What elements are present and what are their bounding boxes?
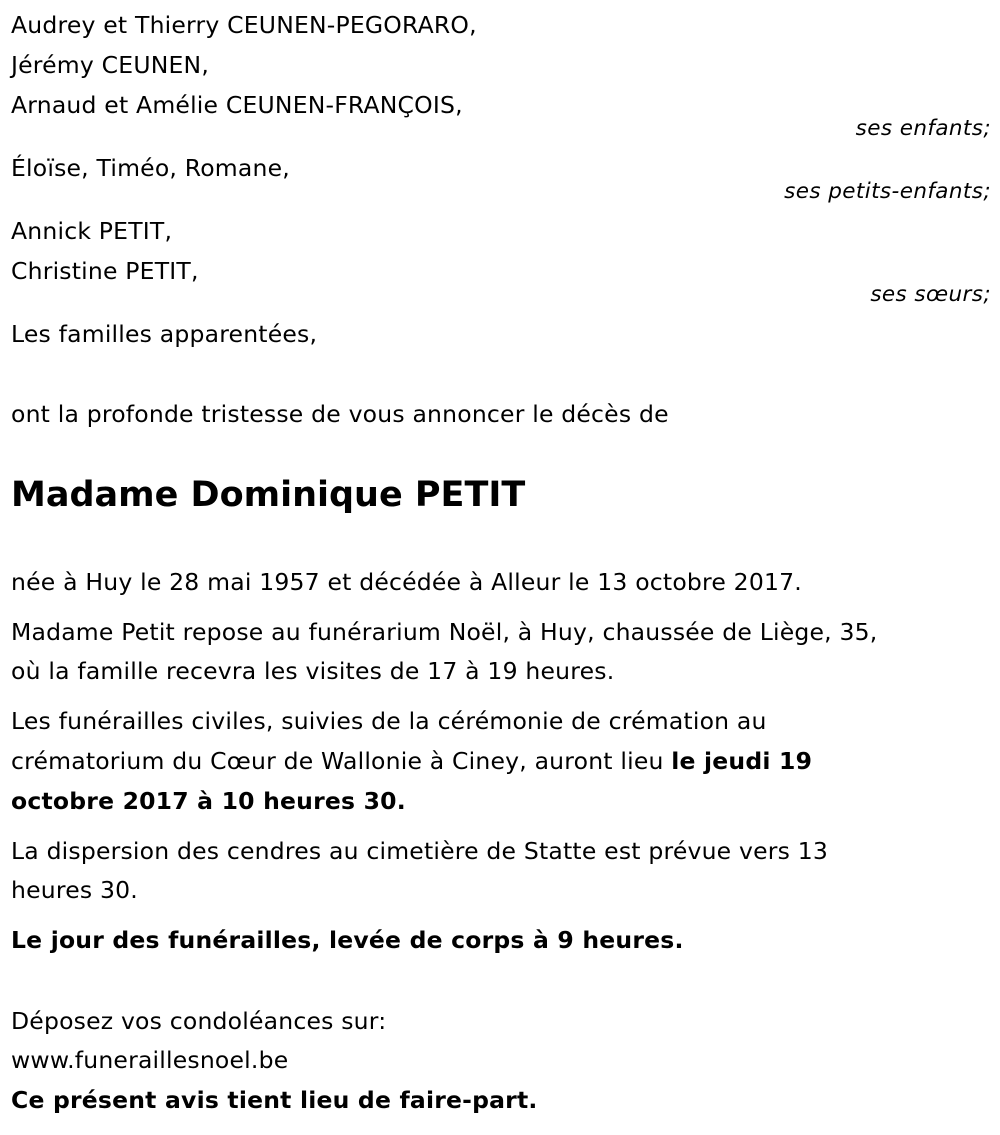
repose-line-1: Madame Petit repose au funérarium Noël, à Huy, chaussée de Liège, 35, <box>11 618 878 646</box>
relatives-line: Les familles apparentées, <box>11 320 318 348</box>
funeral-date-part-1: le jeudi 19 <box>671 747 813 775</box>
deceased-name: Madame Dominique PETIT <box>11 475 526 515</box>
levee-de-corps: Le jour des funérailles, levée de corps à 9 heures. <box>11 926 684 954</box>
funeral-line-1: Les funérailles civiles, suivies de la cérémonie de crémation au <box>11 707 767 735</box>
grandchildren-role: ses petits-enfants; <box>784 179 991 204</box>
repose-line-2: où la famille recevra les visites de 17 à 19 heures. <box>11 657 615 685</box>
funeral-line-2 <box>11 747 812 775</box>
website-link[interactable]: www.funeraillesnoel.be <box>11 1046 289 1074</box>
sister-name-2: Christine PETIT, <box>11 257 199 285</box>
birth-death-text: née à Huy le 28 mai 1957 et décédée à Alleur le 13 octobre 2017. <box>11 568 802 596</box>
faire-part-notice: Ce présent avis tient lieu de faire-part. <box>11 1086 538 1114</box>
child-name-3: Arnaud et Amélie CEUNEN-FRANÇOIS, <box>11 91 463 119</box>
child-name-2: Jérémy CEUNEN, <box>11 51 209 79</box>
grandchildren-names: Éloïse, Timéo, Romane, <box>11 154 290 182</box>
children-role: ses enfants; <box>855 116 991 141</box>
sister-name-1: Annick PETIT, <box>11 217 173 245</box>
funeral-date-part-2: octobre 2017 à 10 heures 30. <box>11 787 406 815</box>
funeral-line-2-text: crématorium du Cœur de Wallonie à Ciney, auront lieu <box>11 747 672 775</box>
condolences-label: Déposez vos condoléances sur: <box>11 1007 387 1035</box>
announcement-text: ont la profonde tristesse de vous annoncer le décès de <box>11 400 669 428</box>
dispersion-line-1: La dispersion des cendres au cimetière de Statte est prévue vers 13 <box>11 837 829 865</box>
obituary-notice <box>11 0 991 1135</box>
dispersion-line-2: heures 30. <box>11 876 138 904</box>
child-name-1: Audrey et Thierry CEUNEN-PEGORARO, <box>11 11 477 39</box>
sisters-role: ses sœurs; <box>870 282 991 307</box>
